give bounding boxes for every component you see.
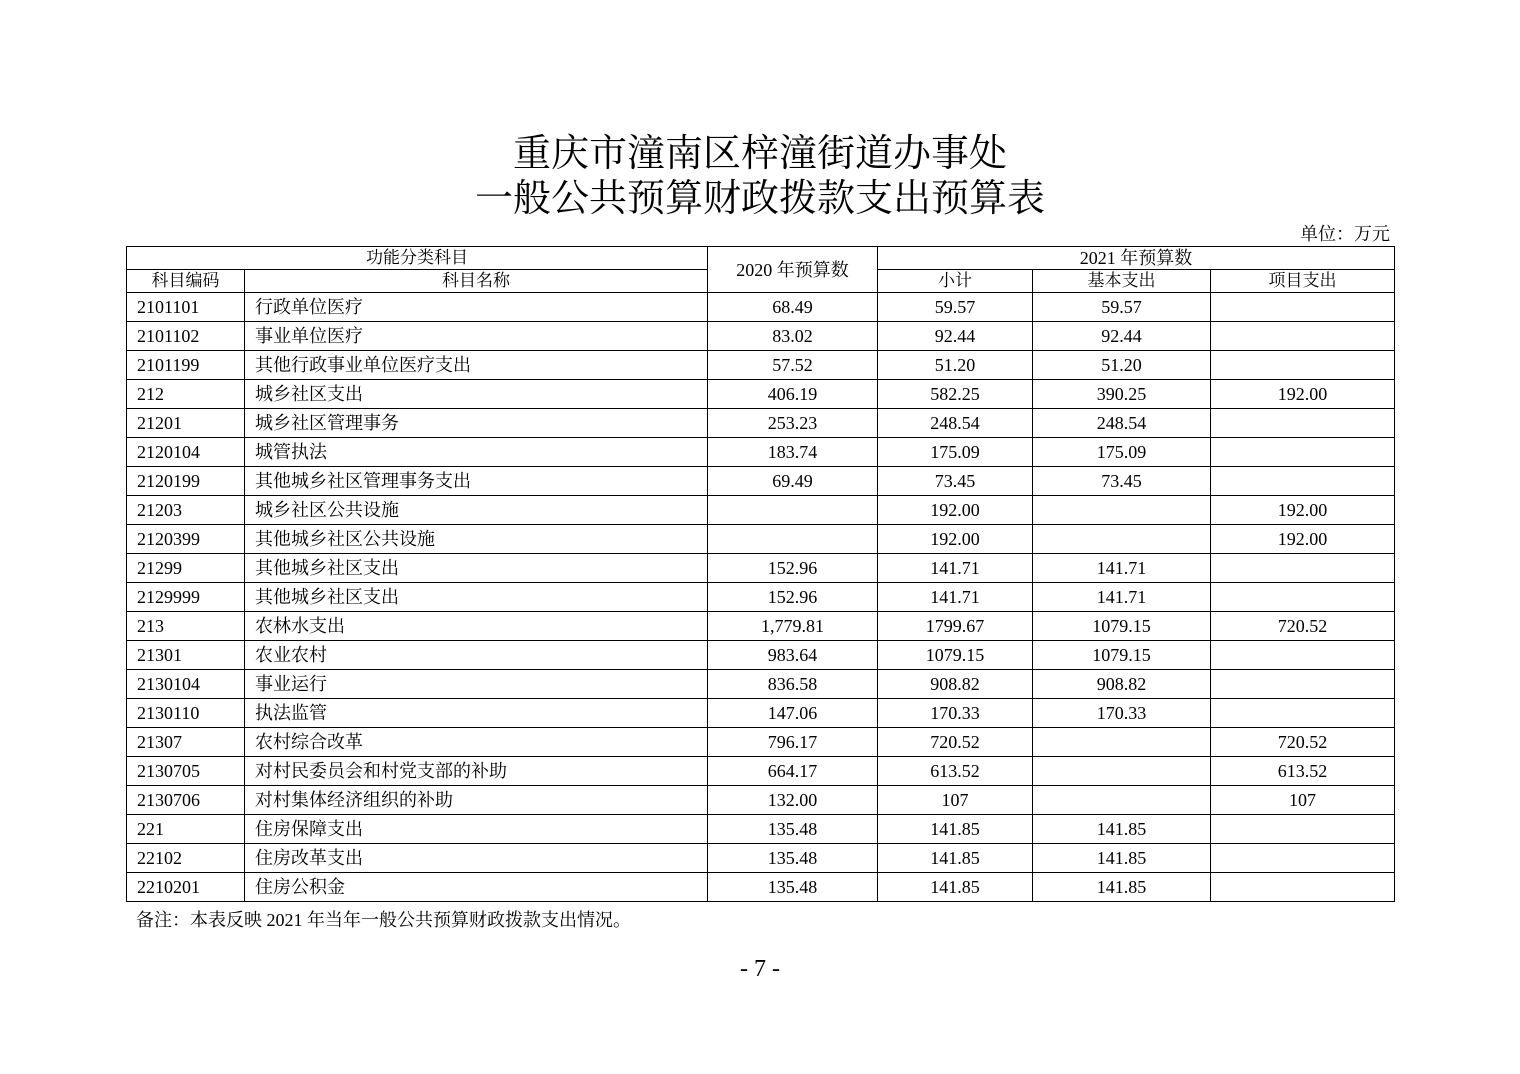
cell-project bbox=[1211, 438, 1395, 467]
cell-code: 2101102 bbox=[127, 322, 245, 351]
cell-code: 2101199 bbox=[127, 351, 245, 380]
cell-project bbox=[1211, 351, 1395, 380]
cell-subtotal: 141.85 bbox=[878, 815, 1033, 844]
header-subtotal: 小计 bbox=[878, 270, 1033, 293]
cell-project: 613.52 bbox=[1211, 757, 1395, 786]
table-row bbox=[127, 670, 1395, 699]
cell-basic: 1079.15 bbox=[1033, 641, 1211, 670]
cell-name: 农林水支出 bbox=[245, 612, 708, 641]
page-number: - 7 - bbox=[740, 956, 780, 982]
cell-basic: 175.09 bbox=[1033, 438, 1211, 467]
cell-subtotal: 107 bbox=[878, 786, 1033, 815]
cell-code: 21299 bbox=[127, 554, 245, 583]
cell-name: 执法监管 bbox=[245, 699, 708, 728]
cell-code: 2101101 bbox=[127, 293, 245, 322]
header-func-class: 功能分类科目 bbox=[127, 247, 708, 270]
cell-subtotal: 141.85 bbox=[878, 844, 1033, 873]
cell-basic: 141.85 bbox=[1033, 815, 1211, 844]
cell-code: 2129999 bbox=[127, 583, 245, 612]
cell-name: 城乡社区公共设施 bbox=[245, 496, 708, 525]
table-row bbox=[127, 641, 1395, 670]
cell-subtotal: 141.71 bbox=[878, 583, 1033, 612]
cell-basic: 73.45 bbox=[1033, 467, 1211, 496]
cell-code: 2130110 bbox=[127, 699, 245, 728]
cell-name: 对村民委员会和村党支部的补助 bbox=[245, 757, 708, 786]
cell-budget-2020: 152.96 bbox=[708, 554, 878, 583]
cell-budget-2020: 836.58 bbox=[708, 670, 878, 699]
cell-project: 192.00 bbox=[1211, 496, 1395, 525]
cell-budget-2020: 796.17 bbox=[708, 728, 878, 757]
cell-basic bbox=[1033, 496, 1211, 525]
cell-code: 21201 bbox=[127, 409, 245, 438]
cell-basic bbox=[1033, 728, 1211, 757]
document-title-line1: 重庆市潼南区梓潼街道办事处 bbox=[512, 131, 1007, 175]
header-budget-2021: 2021 年预算数 bbox=[878, 247, 1395, 270]
table-row bbox=[127, 380, 1395, 409]
table-row bbox=[127, 728, 1395, 757]
cell-name: 其他城乡社区支出 bbox=[245, 583, 708, 612]
table-row bbox=[127, 612, 1395, 641]
cell-project: 720.52 bbox=[1211, 728, 1395, 757]
cell-subtotal: 192.00 bbox=[878, 525, 1033, 554]
cell-budget-2020: 68.49 bbox=[708, 293, 878, 322]
cell-code: 221 bbox=[127, 815, 245, 844]
cell-budget-2020: 57.52 bbox=[708, 351, 878, 380]
cell-name: 其他城乡社区支出 bbox=[245, 554, 708, 583]
table-row bbox=[127, 409, 1395, 438]
cell-basic bbox=[1033, 525, 1211, 554]
cell-basic: 141.85 bbox=[1033, 844, 1211, 873]
cell-name: 其他行政事业单位医疗支出 bbox=[245, 351, 708, 380]
cell-project bbox=[1211, 844, 1395, 873]
cell-basic: 141.85 bbox=[1033, 873, 1211, 902]
cell-project bbox=[1211, 670, 1395, 699]
cell-subtotal: 175.09 bbox=[878, 438, 1033, 467]
cell-basic: 59.57 bbox=[1033, 293, 1211, 322]
cell-project: 720.52 bbox=[1211, 612, 1395, 641]
cell-code: 2130706 bbox=[127, 786, 245, 815]
table-row bbox=[127, 844, 1395, 873]
header-code: 科目编码 bbox=[127, 270, 245, 293]
cell-code: 2210201 bbox=[127, 873, 245, 902]
cell-code: 2120399 bbox=[127, 525, 245, 554]
cell-project bbox=[1211, 873, 1395, 902]
cell-project bbox=[1211, 293, 1395, 322]
cell-subtotal: 92.44 bbox=[878, 322, 1033, 351]
cell-name: 城乡社区支出 bbox=[245, 380, 708, 409]
cell-basic bbox=[1033, 786, 1211, 815]
cell-budget-2020: 69.49 bbox=[708, 467, 878, 496]
cell-name: 农业农村 bbox=[245, 641, 708, 670]
table-row bbox=[127, 699, 1395, 728]
cell-basic: 390.25 bbox=[1033, 380, 1211, 409]
cell-name: 城管执法 bbox=[245, 438, 708, 467]
cell-project: 107 bbox=[1211, 786, 1395, 815]
table-row bbox=[127, 438, 1395, 467]
unit-label: 单位：万元 bbox=[1300, 224, 1390, 244]
cell-basic: 51.20 bbox=[1033, 351, 1211, 380]
cell-basic: 248.54 bbox=[1033, 409, 1211, 438]
cell-basic bbox=[1033, 757, 1211, 786]
table-row bbox=[127, 351, 1395, 380]
cell-budget-2020: 83.02 bbox=[708, 322, 878, 351]
cell-subtotal: 141.85 bbox=[878, 873, 1033, 902]
cell-budget-2020: 135.48 bbox=[708, 873, 878, 902]
cell-budget-2020 bbox=[708, 525, 878, 554]
cell-subtotal: 1799.67 bbox=[878, 612, 1033, 641]
table-row bbox=[127, 873, 1395, 902]
cell-name: 住房改革支出 bbox=[245, 844, 708, 873]
cell-name: 其他城乡社区管理事务支出 bbox=[245, 467, 708, 496]
cell-name: 对村集体经济组织的补助 bbox=[245, 786, 708, 815]
cell-basic: 908.82 bbox=[1033, 670, 1211, 699]
table-row bbox=[127, 525, 1395, 554]
cell-project: 192.00 bbox=[1211, 380, 1395, 409]
header-basic: 基本支出 bbox=[1033, 270, 1211, 293]
cell-subtotal: 248.54 bbox=[878, 409, 1033, 438]
cell-name: 事业运行 bbox=[245, 670, 708, 699]
cell-project bbox=[1211, 554, 1395, 583]
cell-code: 2120199 bbox=[127, 467, 245, 496]
cell-name: 其他城乡社区公共设施 bbox=[245, 525, 708, 554]
cell-budget-2020: 152.96 bbox=[708, 583, 878, 612]
cell-budget-2020: 983.64 bbox=[708, 641, 878, 670]
table-row bbox=[127, 496, 1395, 525]
budget-table bbox=[126, 246, 1395, 902]
table-row bbox=[127, 815, 1395, 844]
cell-code: 21203 bbox=[127, 496, 245, 525]
cell-name: 住房保障支出 bbox=[245, 815, 708, 844]
cell-budget-2020: 135.48 bbox=[708, 844, 878, 873]
table-row bbox=[127, 554, 1395, 583]
cell-project bbox=[1211, 409, 1395, 438]
cell-name: 事业单位医疗 bbox=[245, 322, 708, 351]
header-name: 科目名称 bbox=[245, 270, 708, 293]
cell-basic: 1079.15 bbox=[1033, 612, 1211, 641]
cell-basic: 170.33 bbox=[1033, 699, 1211, 728]
cell-budget-2020 bbox=[708, 496, 878, 525]
cell-budget-2020: 147.06 bbox=[708, 699, 878, 728]
cell-budget-2020: 1,779.81 bbox=[708, 612, 878, 641]
cell-budget-2020: 406.19 bbox=[708, 380, 878, 409]
cell-subtotal: 141.71 bbox=[878, 554, 1033, 583]
footnote: 备注：本表反映 2021 年当年一般公共预算财政拨款支出情况。 bbox=[136, 910, 631, 930]
header-project: 项目支出 bbox=[1211, 270, 1395, 293]
cell-project bbox=[1211, 699, 1395, 728]
cell-basic: 141.71 bbox=[1033, 583, 1211, 612]
cell-project: 192.00 bbox=[1211, 525, 1395, 554]
cell-project bbox=[1211, 815, 1395, 844]
cell-code: 2120104 bbox=[127, 438, 245, 467]
cell-code: 213 bbox=[127, 612, 245, 641]
cell-subtotal: 720.52 bbox=[878, 728, 1033, 757]
table-row bbox=[127, 467, 1395, 496]
cell-name: 住房公积金 bbox=[245, 873, 708, 902]
cell-subtotal: 582.25 bbox=[878, 380, 1033, 409]
cell-code: 21307 bbox=[127, 728, 245, 757]
cell-subtotal: 1079.15 bbox=[878, 641, 1033, 670]
cell-code: 22102 bbox=[127, 844, 245, 873]
cell-name: 城乡社区管理事务 bbox=[245, 409, 708, 438]
table-row bbox=[127, 757, 1395, 786]
table-row bbox=[127, 322, 1395, 351]
cell-budget-2020: 253.23 bbox=[708, 409, 878, 438]
cell-subtotal: 51.20 bbox=[878, 351, 1033, 380]
cell-code: 2130104 bbox=[127, 670, 245, 699]
cell-project bbox=[1211, 322, 1395, 351]
table-row bbox=[127, 583, 1395, 612]
cell-budget-2020: 664.17 bbox=[708, 757, 878, 786]
header-budget-2020: 2020 年预算数 bbox=[708, 247, 878, 293]
cell-code: 21301 bbox=[127, 641, 245, 670]
table-row bbox=[127, 786, 1395, 815]
cell-name: 农村综合改革 bbox=[245, 728, 708, 757]
table-row bbox=[127, 293, 1395, 322]
cell-subtotal: 192.00 bbox=[878, 496, 1033, 525]
cell-code: 212 bbox=[127, 380, 245, 409]
cell-project bbox=[1211, 467, 1395, 496]
cell-subtotal: 908.82 bbox=[878, 670, 1033, 699]
cell-budget-2020: 183.74 bbox=[708, 438, 878, 467]
cell-basic: 92.44 bbox=[1033, 322, 1211, 351]
cell-subtotal: 73.45 bbox=[878, 467, 1033, 496]
cell-code: 2130705 bbox=[127, 757, 245, 786]
cell-budget-2020: 132.00 bbox=[708, 786, 878, 815]
cell-budget-2020: 135.48 bbox=[708, 815, 878, 844]
cell-project bbox=[1211, 583, 1395, 612]
table-body bbox=[127, 293, 1395, 902]
cell-name: 行政单位医疗 bbox=[245, 293, 708, 322]
cell-subtotal: 613.52 bbox=[878, 757, 1033, 786]
cell-basic: 141.71 bbox=[1033, 554, 1211, 583]
cell-subtotal: 59.57 bbox=[878, 293, 1033, 322]
cell-subtotal: 170.33 bbox=[878, 699, 1033, 728]
document-title-line2: 一般公共预算财政拨款支出预算表 bbox=[474, 176, 1045, 220]
cell-project bbox=[1211, 641, 1395, 670]
